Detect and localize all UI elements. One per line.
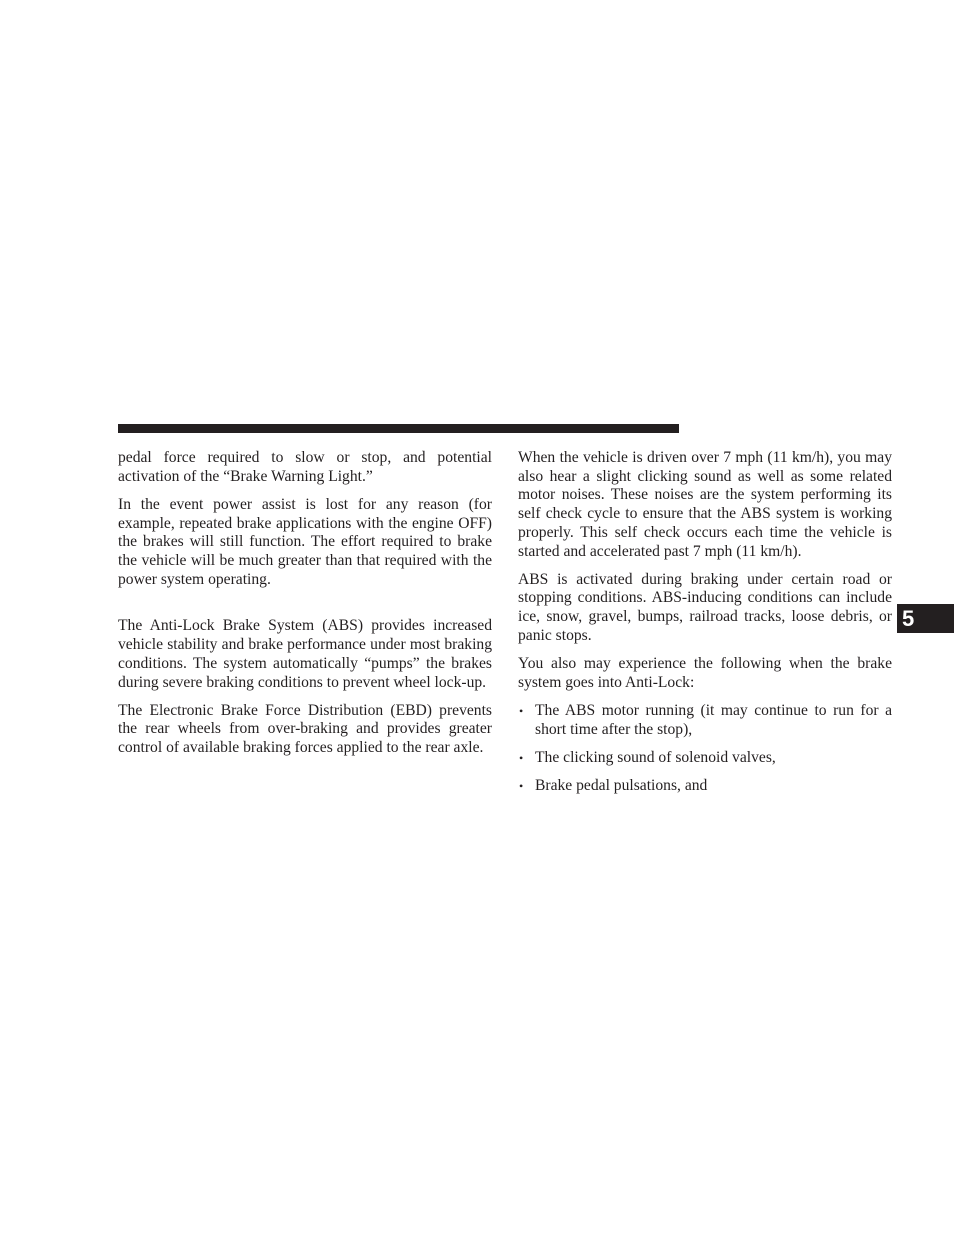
section-divider-rule <box>118 424 679 433</box>
list-item-text: Brake pedal pulsations, and <box>535 777 708 795</box>
right-text-column <box>518 449 892 805</box>
paragraph-self-check: When the vehicle is driven over 7 mph (11 km/h), you may also hear a slight clicking sound as well as some related motor noises. These noises are the system performing its self check cycle to ensure that the ABS system is working properly. This self check occurs each time the vehicle is started and accelerated past 7 mph (11 km/h). <box>518 449 892 560</box>
list-item-text: The ABS motor running (it may continue to run for a short time after the stop), <box>535 701 892 738</box>
list-item <box>518 702 892 739</box>
bullet-icon: • <box>519 750 524 765</box>
list-item-text: The clicking sound of solenoid valves, <box>535 748 776 766</box>
left-text-column <box>118 449 492 767</box>
paragraph-abs-intro: The Anti-Lock Brake System (ABS) provides increased vehicle stability and brake performance under most braking conditions. The system automatically “pumps” the brakes during severe braking conditions to prevent wheel lock-up. <box>118 617 492 691</box>
chapter-tab <box>897 604 954 633</box>
paragraph-anti-lock-experience: You also may experience the following when the brake system goes into Anti-Lock: <box>518 655 892 691</box>
chapter-number: 5 <box>902 606 915 631</box>
paragraph-brake-warning: pedal force required to slow or stop, and potential activation of the “Brake Warning Light.” <box>118 449 492 485</box>
list-item <box>518 749 892 768</box>
bullet-icon: • <box>519 779 524 794</box>
paragraph-ebd: The Electronic Brake Force Distribution (EBD) prevents the rear wheels from over-braking and provides greater control of available braking forces applied to the rear axle. <box>118 701 492 757</box>
list-item <box>518 777 892 796</box>
paragraph-abs-activation: ABS is activated during braking under certain road or stopping conditions. ABS-inducing conditions can include ice, snow, gravel, bumps, railroad tracks, loose debris, or panic stops. <box>518 570 892 644</box>
anti-lock-symptom-list <box>518 702 892 796</box>
bullet-icon: • <box>519 703 524 718</box>
paragraph-power-assist-lost: In the event power assist is lost for any reason (for example, repeated brake applications with the engine OFF) the brakes will still function. The effort required to brake the vehicle will be much greater than that required with the power system operating. <box>118 495 492 588</box>
